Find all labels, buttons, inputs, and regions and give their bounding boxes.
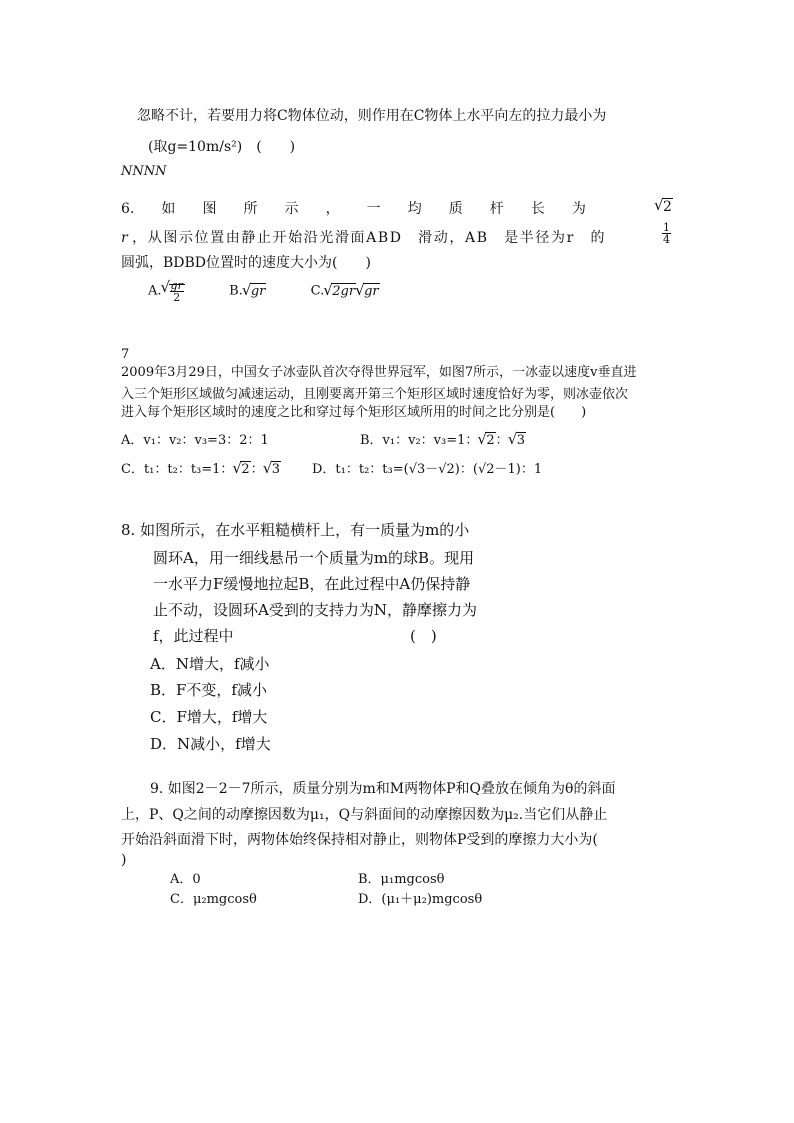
- q6-char: 如: [161, 201, 176, 217]
- q9-option-a: A．0: [170, 872, 201, 887]
- q6-char: 为: [571, 201, 586, 217]
- q8-option-b: B．F不变，f减小: [150, 681, 267, 699]
- q6-line-1: [121, 200, 586, 218]
- q6-char: 杆: [489, 201, 504, 217]
- q6-char: 长: [530, 201, 545, 217]
- q7-option-a: A．v₁：v₂：v₃=3：2：1: [121, 433, 269, 448]
- q6-options: [148, 280, 380, 303]
- q6-sqrt2: [655, 198, 673, 216]
- q7-line-2: 入三个矩形区域做匀减速运动，且刚要离开第三个矩形区域时速度恰好为零，则冰壶依次: [121, 387, 629, 402]
- q8-line-3: 一水平力F缓慢地拉起B，在此过程中A仍保持静: [153, 575, 471, 593]
- sqrt-radicand: 3: [271, 462, 280, 477]
- q7-option-c-text: C．t₁：t₂：t₃=1：: [121, 462, 234, 477]
- q6-option-c-radicand-1: 2gr: [332, 283, 356, 299]
- q9-option-c: C．μ₂mgcosθ: [170, 892, 257, 907]
- colon: ：: [495, 433, 509, 448]
- q7-option-d: D．t₁：t₂：t₃=(√3－√2)：(√2－1)：1: [312, 462, 543, 477]
- q6-char: 一: [366, 201, 381, 217]
- sqrt-radicand: 2: [241, 462, 250, 477]
- q6-line-3: 圆弧，BDBD位置时的速度大小为( ): [121, 255, 371, 271]
- q8-line-5: f，此过程中: [153, 627, 234, 645]
- q8-option-d: D．N减小，f增大: [150, 735, 271, 753]
- q8-option-a: A．N增大，f减小: [150, 655, 270, 673]
- nnnn-text: NNNN: [121, 164, 167, 179]
- q7-option-b-text: B．v₁：v₂：v₃=1：: [360, 433, 479, 448]
- q6-char: 质: [448, 201, 463, 217]
- q7-line-3: 进入每个矩形区域时的速度之比和穿过每个矩形区域所用的时间之比分别是( ): [121, 405, 587, 420]
- q6-char: 均: [407, 201, 422, 217]
- q6-option-b-label: B.: [229, 283, 243, 299]
- sqrt-radicand: 2: [486, 433, 495, 448]
- q6-line-2: [121, 229, 606, 247]
- fraction-denominator: 4: [663, 233, 670, 246]
- q6-option-c-radicand-2: gr: [364, 283, 379, 299]
- fraction-numerator: 1: [663, 221, 670, 234]
- intro-line-1: 忽略不计，若要用力将C物体位动，则作用在C物体上水平向左的拉力最小为: [137, 108, 607, 124]
- fraction-numerator: √ gr: [170, 279, 183, 292]
- q6-char: 所: [243, 201, 258, 217]
- q6-option-c-label: C.: [310, 283, 325, 299]
- q6-number: 6.: [121, 201, 135, 217]
- q6-sqrt2-radicand: 2: [663, 199, 672, 215]
- q6-quarter-fraction: [662, 222, 671, 245]
- q8-answer-paren: ( ): [410, 627, 437, 645]
- fraction-denominator: 2: [173, 291, 181, 304]
- q6-spaced-text: [121, 200, 586, 218]
- q6-option-a-label: A.: [148, 283, 162, 299]
- q6-char: 示: [284, 201, 299, 217]
- q6-r: r: [121, 230, 128, 246]
- q7-option-b: [360, 432, 526, 450]
- q8-line-1: 8. 如图所示，在水平粗糙横杆上，有一质量为m的小: [121, 521, 470, 539]
- q6-char: ，: [325, 201, 340, 217]
- q9-line-4: ): [121, 852, 127, 868]
- q7-option-c: [121, 461, 281, 479]
- q8-line-4: 止不动，设圆环A受到的支持力为N，静摩擦力为: [153, 601, 477, 619]
- q9-line-1: 9. 如图2－2－7所示，质量分别为m和M两物体P和Q叠放在倾角为θ的斜面: [150, 781, 616, 797]
- q7-line-1: 2009年3月29日，中国女子冰壶队首次夺得世界冠军，如图7所示，一冰壶以速度v垂直进: [121, 365, 637, 380]
- q9-line-3: 开始沿斜面滑下时，两物体始终保持相对静止，则物体P受到的摩擦力大小为(: [121, 832, 598, 848]
- q9-option-d: D．(μ₁＋μ₂)mgcosθ: [358, 892, 483, 907]
- q9-option-b: B．μ₁mgcosθ: [358, 872, 445, 887]
- q8-line-2: 圆环A，用一细线悬吊一个质量为m的球B。现用: [153, 549, 475, 567]
- q8-option-c: C．F增大，f增大: [150, 708, 268, 726]
- colon: ：: [250, 462, 264, 477]
- q6-option-b-radicand: gr: [250, 283, 266, 299]
- intro-line-2: (取g=10m/s²) ( ): [148, 139, 296, 155]
- q6-char: 图: [202, 201, 217, 217]
- q7-number: 7: [121, 347, 130, 362]
- q6-line-2-text: ，从图示位置由静止开始沿光滑面ABD 滑动，AB 是半径为r 的: [132, 230, 607, 246]
- sqrt-radicand: 3: [516, 433, 525, 448]
- q9-line-2: 上，P、Q之间的动摩擦因数为μ₁，Q与斜面间的动摩擦因数为μ₂.当它们从静止: [121, 807, 608, 823]
